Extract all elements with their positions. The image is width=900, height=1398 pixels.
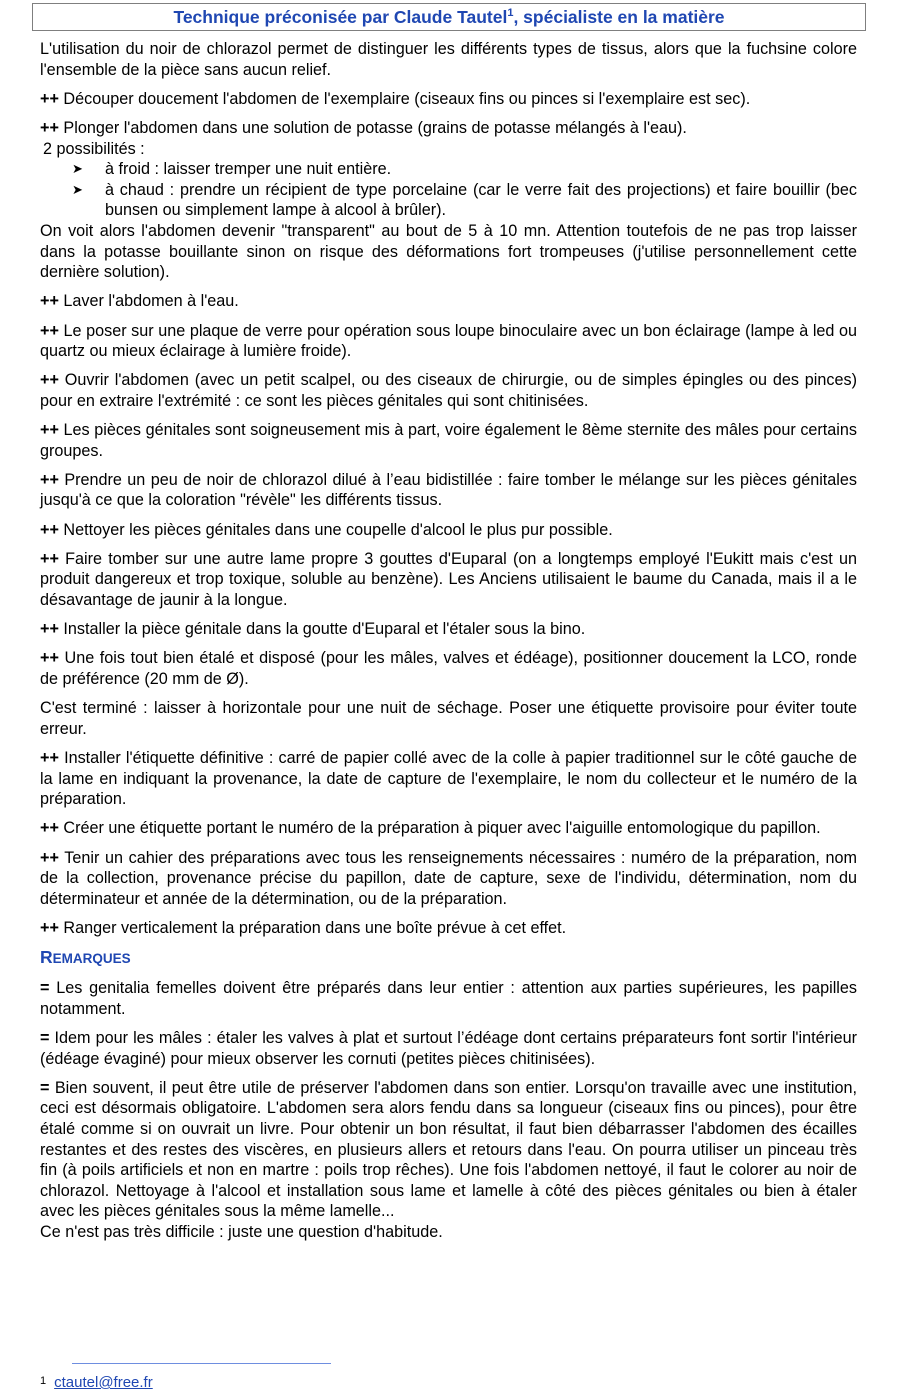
plus-marker: ++ bbox=[40, 918, 59, 937]
step-paragraph bbox=[40, 748, 857, 810]
finished-paragraph: C'est terminé : laisser à horizontale pour une nuit de séchage. Poser une étiquette provisoire pour éviter toute erreur. bbox=[40, 699, 857, 738]
step-paragraph bbox=[40, 118, 857, 139]
eq-marker: = bbox=[40, 1029, 50, 1048]
step-text: Ouvrir l'abdomen (avec un petit scalpel, ou des ciseaux de chirurgie, ou de simples épingles ou des pinces) pour en extraire l'extrémité : ce sont les pièces génitales qui sont chitinisées. bbox=[40, 371, 857, 410]
remarks-heading bbox=[40, 947, 857, 970]
step-text: Créer une étiquette portant le numéro de la préparation à piquer avec l'aiguille entomologique du papillon. bbox=[63, 819, 821, 838]
plus-marker: ++ bbox=[40, 421, 59, 440]
footnote-email-link[interactable]: ctautel@free.fr bbox=[54, 1374, 153, 1391]
step-text: Une fois tout bien étalé et disposé (pour les mâles, valves et édéage), positionner doucement la LCO, ronde de préférence (20 mm de Ø). bbox=[40, 649, 857, 688]
step-paragraph bbox=[40, 619, 857, 640]
step-paragraph bbox=[40, 918, 857, 939]
step-text: Ranger verticalement la préparation dans une boîte prévue à cet effet. bbox=[63, 918, 567, 937]
remark-text: Bien souvent, il peut être utile de préserver l'abdomen dans son entier. Lorsqu'on travaille avec une institution, ceci est désormais obligatoire. L'abdomen sera alors fendu dans sa longueur (ciseaux fins ou pinces), pour être étalé comme si on ouvrait un livre. Pour obtenir un bon résultat, il faut bien débarrasser l'abdomen des écailles restantes et des restes des viscères, en plusieurs allers et retours dans l'eau. On pourra utiliser un pinceau très fin (à poils artificiels et non en martre : poils trop rêches). Une fois l'abdomen nettoyé, il faut le colorer au noir de chlorazol. Nettoyage à l'alcool et installation sous lame et lamelle à côté des pièces génitales ou bien à étaler avec les pièces génitales sous la même lamelle... bbox=[40, 1078, 857, 1221]
step-text: Nettoyer les pièces génitales dans une coupelle d'alcool le plus pur possible. bbox=[63, 520, 613, 539]
possibilities-label: 2 possibilités : bbox=[43, 139, 145, 158]
eq-marker: = bbox=[40, 1078, 50, 1097]
step-paragraph bbox=[40, 470, 857, 511]
heading-rest: EMARQUES bbox=[52, 951, 131, 967]
eq-marker: = bbox=[40, 979, 50, 998]
plus-marker: ++ bbox=[40, 89, 59, 108]
plus-marker: ++ bbox=[40, 292, 59, 311]
step-text: Le poser sur une plaque de verre pour opération sous loupe binoculaire avec un bon éclairage (lampe à led ou quartz ou mieux éclairage à lumière froide). bbox=[40, 321, 858, 361]
plus-marker: ++ bbox=[40, 520, 59, 539]
plus-marker: ++ bbox=[40, 620, 59, 639]
plus-marker: ++ bbox=[40, 549, 59, 568]
title-suffix: , spécialiste en la matière bbox=[513, 7, 725, 27]
remark-text: Idem pour les mâles : étaler les valves à plat et surtout l’édéage dont certains préparateurs font sortir l'intérieur (édéage évaginé) pour mieux observer les cornuti (petites pièces chitinisées). bbox=[40, 1029, 858, 1068]
bullet-text: à chaud : prendre un récipient de type porcelaine (car le verre fait des projections) et faire bouillir (bec bunsen ou simplement lampe à alcool à brûler). bbox=[105, 180, 857, 220]
arrowhead-right-icon: ➤ bbox=[72, 181, 83, 197]
step-paragraph bbox=[40, 648, 857, 689]
remark-paragraph bbox=[40, 1028, 857, 1069]
step-text: Découper doucement l'abdomen de l'exemplaire (ciseaux fins ou pinces si l'exemplaire est sec). bbox=[63, 89, 751, 108]
bullet-text: à froid : laisser tremper une nuit entière. bbox=[105, 160, 392, 179]
document-body bbox=[40, 39, 857, 1251]
step-text: Installer l'étiquette définitive : carré de papier collé avec de la colle à papier traditionnel sur le côté gauche de la lame en indiquant la provenance, la date de capture de l'exemplaire, le nom du collecteur et le numéro de la préparation. bbox=[40, 748, 857, 809]
step-paragraph bbox=[40, 370, 857, 411]
step-text: Faire tomber sur une autre lame propre 3 gouttes d'Euparal (on a longtemps employé l'Eukitt mais c'est un produit dangereux et trop toxique, soluble au benzène). Les Anciens utilisaient le baume du Canada, mais il a le désavantage de jaunir à la longue. bbox=[40, 549, 857, 609]
remark-paragraph bbox=[40, 978, 857, 1019]
step-paragraph bbox=[40, 321, 857, 362]
step-paragraph bbox=[40, 291, 857, 312]
step-paragraph bbox=[40, 89, 857, 110]
step-text: Les pièces génitales sont soigneusement mis à part, voire également le 8ème sternite des mâles pour certains groupes. bbox=[40, 421, 858, 460]
step-text: Prendre un peu de noir de chlorazol dilué à l’eau bidistillée : faire tomber le mélange sur les pièces génitales jusqu'à ce que la coloration "révèle" les différents tissus. bbox=[40, 470, 857, 510]
title-text: Technique préconisée par Claude Tautel bbox=[173, 7, 508, 27]
step-text: Installer la pièce génitale dans la goutte d'Euparal et l'étaler sous la bino. bbox=[63, 620, 586, 639]
bullet-item bbox=[40, 159, 857, 180]
plus-marker: ++ bbox=[40, 371, 59, 390]
plus-marker: ++ bbox=[40, 748, 59, 767]
step-text: Plonger l'abdomen dans une solution de potasse (grains de potasse mélangés à l'eau). bbox=[63, 118, 687, 137]
bullet-item bbox=[40, 180, 857, 221]
footnote-number: 1 bbox=[40, 1375, 47, 1387]
step-paragraph bbox=[40, 420, 857, 461]
plus-marker: ++ bbox=[40, 848, 59, 867]
step-text: Laver l'abdomen à l'eau. bbox=[63, 292, 239, 311]
arrowhead-right-icon: ➤ bbox=[72, 161, 83, 177]
intro-paragraph: L'utilisation du noir de chlorazol permet de distinguer les différents types de tissus, alors que la fuchsine colore l'ensemble de la pièce sans aucun relief. bbox=[40, 40, 857, 79]
step-paragraph bbox=[40, 848, 857, 910]
heading-initial: R bbox=[40, 947, 53, 968]
footnote-ref[interactable]: 1 bbox=[507, 7, 514, 20]
step-paragraph bbox=[40, 520, 857, 541]
plus-marker: ++ bbox=[40, 118, 59, 137]
footnote-separator bbox=[72, 1363, 331, 1364]
plus-marker: ++ bbox=[40, 649, 59, 668]
step-paragraph bbox=[40, 549, 857, 611]
step-paragraph bbox=[40, 818, 857, 839]
page-title bbox=[32, 3, 866, 31]
plus-marker: ++ bbox=[40, 819, 59, 838]
closing-paragraph: Ce n'est pas très difficile : juste une question d'habitude. bbox=[40, 1222, 443, 1241]
transparent-note: On voit alors l'abdomen devenir "transparent" au bout de 5 à 10 mn. Attention toutefois de ne pas trop laisser dans la potasse bouillante sinon on risque des déformations fort trompeuses (j'utilise personnellement cette dernière solution). bbox=[40, 221, 857, 282]
plus-marker: ++ bbox=[40, 321, 59, 340]
footnote bbox=[40, 1373, 153, 1394]
step-text: Tenir un cahier des préparations avec tous les renseignements nécessaires : numéro de la préparation, nom de la collection, provenance précise du papillon, date de capture, sexe de l'individu, détermination, nom du déterminateur et année de la détermination, ou de la préparation. bbox=[40, 848, 857, 908]
remark-paragraph bbox=[40, 1078, 857, 1222]
remark-text: Les genitalia femelles doivent être préparés dans leur entier : attention aux parties supérieures, les papilles notamment. bbox=[40, 979, 858, 1018]
plus-marker: ++ bbox=[40, 470, 59, 489]
